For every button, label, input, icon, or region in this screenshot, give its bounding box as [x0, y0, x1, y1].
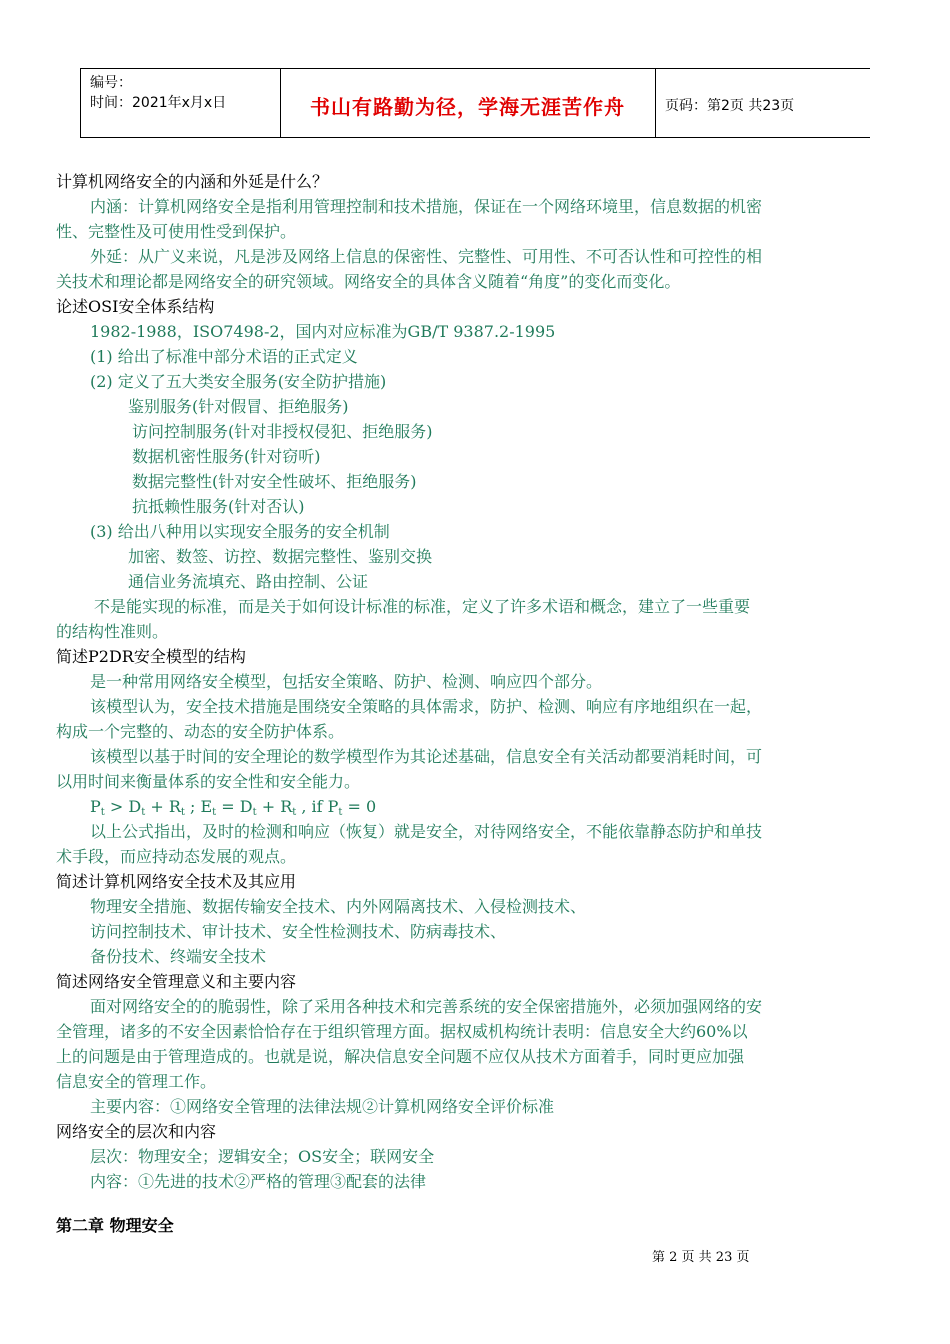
chapter-title: 第二章 物理安全 — [56, 1216, 174, 1235]
header-motto: 书山有路勤为径，学海无涯苦作舟 — [310, 95, 625, 119]
list-subitem: 数据机密性服务(针对窃听) — [132, 447, 321, 466]
page-header — [80, 68, 870, 138]
paragraph-line: 该模型以基于时间的安全理论的数学模型作为其论述基础，信息安全有关活动都要消耗时间，可 — [90, 747, 763, 766]
paragraph-line: 信息安全的管理工作。 — [56, 1072, 217, 1091]
paragraph-line: 全管理，诸多的不安全因素恰恰存在于组织管理方面。据权威机构统计表明：信息安全大约60%以 — [56, 1022, 748, 1041]
paragraph-line: 外延：从广义来说，凡是涉及网络上信息的保密性、完整性、可用性、不可否认性和可控性的相 — [90, 247, 763, 266]
document-body — [56, 169, 896, 1194]
paragraph-line: 层次：物理安全；逻辑安全；OS安全；联网安全 — [90, 1147, 435, 1166]
header-divider — [80, 69, 81, 137]
list-subitem: 访问控制服务(针对非授权侵犯、拒绝服务) — [132, 422, 433, 441]
section-heading: 简述计算机网络安全技术及其应用 — [56, 872, 297, 891]
section-heading: 简述网络安全管理意义和主要内容 — [56, 972, 297, 991]
document-date: 时间：2021年x月x日 — [90, 95, 227, 111]
list-subitem: 数据完整性(针对安全性破坏、拒绝服务) — [132, 472, 417, 491]
paragraph-line: 关技术和理论都是网络安全的研究领域。网络安全的具体含义随着“角度”的变化而变化。 — [56, 272, 681, 291]
list-subitem: 加密、数签、访控、数据完整性、鉴别交换 — [128, 547, 433, 566]
section-heading: 计算机网络安全的内涵和外延是什么？ — [56, 172, 329, 191]
paragraph-line: 主要内容：①网络安全管理的法律法规②计算机网络安全评价标准 — [90, 1097, 555, 1116]
paragraph-line: 的结构性准则。 — [56, 622, 169, 641]
paragraph-line: 以上公式指出，及时的检测和响应（恢复）就是安全，对待网络安全，不能依靠静态防护和单技 — [90, 822, 763, 841]
formula: $P_t > D_t + R_t$ ; $E_t = D_t + R_t$ , if $P_t = 0$ — [90, 797, 377, 818]
list-item: (3) 给出八种用以实现安全服务的安全机制 — [90, 522, 390, 541]
paragraph-line: 不是能实现的标准，而是关于如何设计标准的标准，定义了许多术语和概念，建立了一些重要 — [94, 597, 751, 616]
page-footer: 第 2 页 共 23 页 — [652, 1250, 750, 1265]
section-heading: 论述OSI安全体系结构 — [56, 297, 215, 316]
paragraph-line: 备份技术、终端安全技术 — [90, 947, 267, 966]
paragraph-line: 构成一个完整的、动态的安全防护体系。 — [56, 722, 345, 741]
paragraph-line: 术手段，而应持动态发展的观点。 — [56, 847, 297, 866]
paragraph-line: 访问控制技术、审计技术、安全性检测技术、防病毒技术、 — [90, 922, 507, 941]
document-number: 编号： — [90, 75, 132, 91]
paragraph-line: 内涵：计算机网络安全是指利用管理控制和技术措施，保证在一个网络环境里，信息数据的机密 — [90, 197, 763, 216]
header-meta — [90, 73, 226, 113]
list-subitem: 通信业务流填充、路由控制、公证 — [128, 572, 369, 591]
header-divider — [655, 69, 656, 137]
list-item: (2) 定义了五大类安全服务(安全防护措施) — [90, 372, 387, 391]
paragraph-line: 面对网络安全的的脆弱性，除了采用各种技术和完善系统的安全保密措施外，必须加强网络的安 — [90, 997, 763, 1016]
paragraph-line: 以用时间来衡量体系的安全性和安全能力。 — [56, 772, 361, 791]
list-subitem: 鉴别服务(针对假冒、拒绝服务) — [128, 397, 349, 416]
paragraph-line: 该模型认为，安全技术措施是围绕安全策略的具体需求，防护、检测、响应有序地组织在一起， — [90, 697, 763, 716]
header-page-number: 页码：第2页 共23页 — [665, 98, 795, 114]
paragraph-line: 上的问题是由于管理造成的。也就是说，解决信息安全问题不应仅从技术方面着手，同时更应加强 — [56, 1047, 745, 1066]
paragraph-line: 1982-1988，ISO7498-2，国内对应标准为GB/T 9387.2-1995 — [90, 322, 556, 341]
paragraph-line: 性、完整性及可使用性受到保护。 — [56, 222, 297, 241]
section-heading: 简述P2DR安全模型的结构 — [56, 647, 246, 666]
paragraph-line: 内容：①先进的技术②严格的管理③配套的法律 — [90, 1172, 427, 1191]
section-heading: 网络安全的层次和内容 — [56, 1122, 217, 1141]
paragraph-line: 物理安全措施、数据传输安全技术、内外网隔离技术、入侵检测技术、 — [90, 897, 587, 916]
list-subitem: 抗抵赖性服务(针对否认) — [132, 497, 305, 516]
paragraph-line: 是一种常用网络安全模型，包括安全策略、防护、检测、响应四个部分。 — [90, 672, 603, 691]
list-item: (1) 给出了标准中部分术语的正式定义 — [90, 347, 358, 366]
